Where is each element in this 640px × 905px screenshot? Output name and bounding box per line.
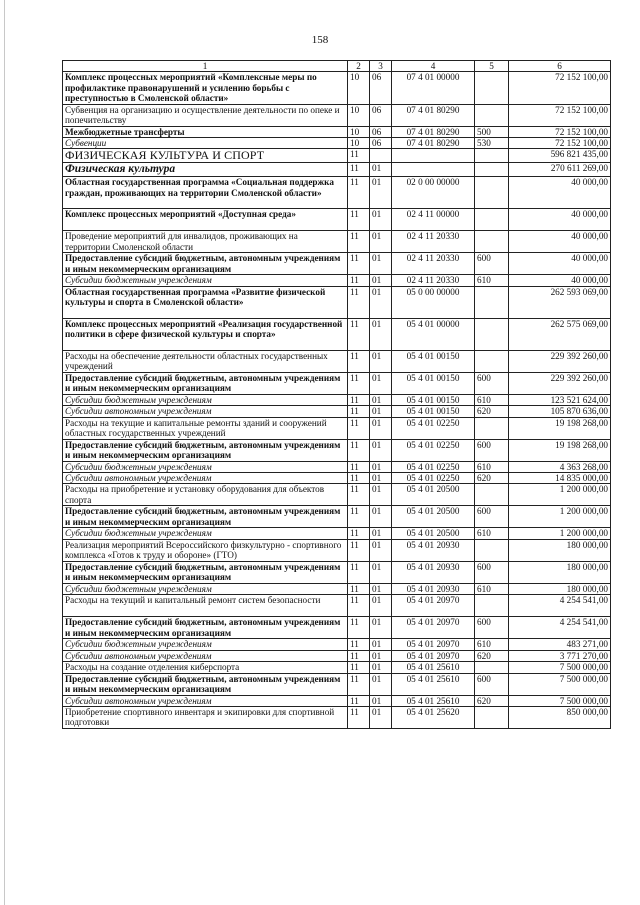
table-row [63, 209, 611, 231]
amount-cell: 40 000,00 [509, 209, 611, 231]
row-name-cell: Расходы на текущие и капитальные ремонты зданий и сооружений областных государственных учреждений [63, 417, 348, 439]
expense-type-cell [475, 350, 509, 372]
subsection-code-cell: 01 [370, 484, 392, 506]
expense-type-cell: 610 [475, 583, 509, 594]
table-row [63, 149, 611, 163]
row-name-cell: Расходы на текущий и капитальный ремонт систем безопасности [63, 595, 348, 617]
expense-type-cell: 610 [475, 461, 509, 472]
amount-cell: 483 271,00 [509, 639, 611, 650]
subsection-code-cell: 01 [370, 539, 392, 561]
row-name-cell: Субсидии бюджетным учреждениям [63, 275, 348, 286]
row-name-cell: Расходы на создание отделения киберспорта [63, 662, 348, 673]
expense-type-cell: 600 [475, 561, 509, 583]
section-code-cell: 11 [348, 177, 370, 209]
section-code-cell: 11 [348, 286, 370, 318]
section-code-cell: 11 [348, 253, 370, 275]
target-article-cell: 05 4 01 25610 [392, 662, 475, 673]
subsection-code-cell: 01 [370, 372, 392, 394]
table-row [63, 662, 611, 673]
expense-type-cell [475, 318, 509, 350]
expense-type-cell: 530 [475, 138, 509, 149]
table-row [63, 561, 611, 583]
expense-type-cell [475, 231, 509, 253]
row-name-cell: Расходы на приобретение и установку оборудования для объектов спорта [63, 484, 348, 506]
table-row [63, 253, 611, 275]
section-code-cell: 11 [348, 461, 370, 472]
table-row [63, 539, 611, 561]
table-row [63, 417, 611, 439]
row-name-cell: Субсидии бюджетным учреждениям [63, 461, 348, 472]
row-name-cell: Субсидии бюджетным учреждениям [63, 394, 348, 405]
row-name-cell: Предоставление субсидий бюджетным, автономным учреждениям и иным некоммерческим организациям [63, 372, 348, 394]
section-code-cell: 11 [348, 662, 370, 673]
page-number: 158 [311, 34, 329, 46]
section-code-cell: 11 [348, 528, 370, 539]
amount-cell: 40 000,00 [509, 275, 611, 286]
target-article-cell: 05 4 01 02250 [392, 417, 475, 439]
amount-cell: 180 000,00 [509, 583, 611, 594]
target-article-cell: 05 4 01 20970 [392, 595, 475, 617]
amount-cell: 850 000,00 [509, 706, 611, 728]
expense-type-cell: 600 [475, 253, 509, 275]
table-row [63, 439, 611, 461]
row-name-cell: Расходы на обеспечение деятельности областных государственных учреждений [63, 350, 348, 372]
section-code-cell: 11 [348, 275, 370, 286]
expense-type-cell: 610 [475, 528, 509, 539]
amount-cell: 180 000,00 [509, 561, 611, 583]
subsection-code-cell: 01 [370, 639, 392, 650]
expense-type-cell [475, 72, 509, 104]
target-article-cell: 05 4 01 00150 [392, 394, 475, 405]
table-row [63, 650, 611, 661]
expense-type-cell [475, 104, 509, 126]
amount-cell: 4 363 268,00 [509, 461, 611, 472]
subsection-code-cell: 01 [370, 473, 392, 484]
target-article-cell: 05 4 01 20970 [392, 617, 475, 639]
row-name-cell: Субсидии автономным учреждениям [63, 650, 348, 661]
subsection-code-cell: 01 [370, 253, 392, 275]
amount-cell: 4 254 541,00 [509, 617, 611, 639]
table-row [63, 177, 611, 209]
section-code-cell: 11 [348, 473, 370, 484]
table-row [63, 372, 611, 394]
section-code-cell: 10 [348, 72, 370, 104]
target-article-cell: 07 4 01 80290 [392, 104, 475, 126]
subsection-code-cell: 01 [370, 706, 392, 728]
expense-type-cell [475, 209, 509, 231]
target-article-cell: 05 4 01 20930 [392, 583, 475, 594]
row-name-cell: Предоставление субсидий бюджетным, автономным учреждениям и иным некоммерческим организациям [63, 561, 348, 583]
subsection-code-cell: 01 [370, 650, 392, 661]
amount-cell: 229 392 260,00 [509, 372, 611, 394]
table-row [63, 275, 611, 286]
expense-type-cell [475, 706, 509, 728]
target-article-cell: 05 4 01 20500 [392, 484, 475, 506]
table-row [63, 138, 611, 149]
expense-type-cell [475, 177, 509, 209]
amount-cell: 3 771 270,00 [509, 650, 611, 661]
amount-cell: 19 198 268,00 [509, 417, 611, 439]
amount-cell: 7 500 000,00 [509, 662, 611, 673]
table-row [63, 394, 611, 405]
target-article-cell: 02 4 11 00000 [392, 209, 475, 231]
table-row [63, 286, 611, 318]
table-row [63, 639, 611, 650]
row-name-cell: Субсидии бюджетным учреждениям [63, 583, 348, 594]
subsection-code-cell: 01 [370, 318, 392, 350]
target-article-cell: 07 4 01 00000 [392, 72, 475, 104]
header-cell: 6 [509, 61, 611, 72]
target-article-cell: 05 4 01 20500 [392, 528, 475, 539]
subsection-code-cell: 01 [370, 231, 392, 253]
subsection-code-cell [370, 149, 392, 163]
subsection-code-cell: 01 [370, 528, 392, 539]
table-row [63, 72, 611, 104]
row-name-cell: Субсидии бюджетным учреждениям [63, 639, 348, 650]
subsection-code-cell: 06 [370, 104, 392, 126]
subsection-code-cell: 01 [370, 394, 392, 405]
row-name-cell: Субсидии автономным учреждениям [63, 473, 348, 484]
header-cell: 4 [392, 61, 475, 72]
amount-cell: 262 593 069,00 [509, 286, 611, 318]
row-name-cell: Областная государственная программа «Социальная поддержка граждан, проживающих на территории Смоленской области» [63, 177, 348, 209]
subsection-code-cell: 01 [370, 461, 392, 472]
amount-cell: 180 000,00 [509, 539, 611, 561]
section-code-cell: 11 [348, 695, 370, 706]
target-article-cell: 05 4 01 02250 [392, 473, 475, 484]
target-article-cell: 05 4 01 02250 [392, 439, 475, 461]
table-row [63, 595, 611, 617]
expense-type-cell: 600 [475, 439, 509, 461]
target-article-cell: 05 4 01 20500 [392, 506, 475, 528]
target-article-cell [392, 163, 475, 177]
subsection-code-cell: 01 [370, 695, 392, 706]
subsection-code-cell: 01 [370, 561, 392, 583]
section-code-cell: 11 [348, 163, 370, 177]
amount-cell: 40 000,00 [509, 177, 611, 209]
target-article-cell: 05 4 01 25620 [392, 706, 475, 728]
target-article-cell: 05 4 01 20970 [392, 650, 475, 661]
target-article-cell: 02 4 11 20330 [392, 253, 475, 275]
amount-cell: 72 152 100,00 [509, 126, 611, 137]
row-name-cell: Субвенции [63, 138, 348, 149]
row-name-cell: Комплекс процессных мероприятий «Комплексные меры по профилактике правонарушений и усилению борьбы с преступностью в Смоленской области» [63, 72, 348, 104]
amount-cell: 72 152 100,00 [509, 72, 611, 104]
section-code-cell: 11 [348, 673, 370, 695]
row-name-cell: Субвенция на организацию и осуществление деятельности по опеке и попечительству [63, 104, 348, 126]
section-code-cell: 11 [348, 350, 370, 372]
header-cell: 3 [370, 61, 392, 72]
target-article-cell: 05 4 01 00150 [392, 372, 475, 394]
table-row [63, 673, 611, 695]
amount-cell: 1 200 000,00 [509, 528, 611, 539]
subsection-code-cell: 01 [370, 417, 392, 439]
row-name-cell: Реализация мероприятий Всероссийского физкультурно - спортивного комплекса «Готов к труду и обороне» (ГТО) [63, 539, 348, 561]
row-name-cell: Предоставление субсидий бюджетным, автономным учреждениям и иным некоммерческим организациям [63, 673, 348, 695]
target-article-cell: 02 0 00 00000 [392, 177, 475, 209]
row-name-cell: Проведение мероприятий для инвалидов, проживающих на территории Смоленской области [63, 231, 348, 253]
expense-type-cell [475, 163, 509, 177]
expense-type-cell: 610 [475, 639, 509, 650]
row-name-cell: Комплекс процессных мероприятий «Реализация государственной политики в сфере физической культуры и спорта» [63, 318, 348, 350]
subsection-code-cell: 01 [370, 617, 392, 639]
row-name-cell: Предоставление субсидий бюджетным, автономным учреждениям и иным некоммерческим организациям [63, 439, 348, 461]
expense-type-cell [475, 595, 509, 617]
subsection-code-cell: 06 [370, 126, 392, 137]
expense-type-cell [475, 539, 509, 561]
subsection-code-cell: 01 [370, 286, 392, 318]
table-row [63, 231, 611, 253]
section-code-cell: 11 [348, 372, 370, 394]
expense-type-cell [475, 417, 509, 439]
row-name-cell: Комплекс процессных мероприятий «Доступная среда» [63, 209, 348, 231]
expense-type-cell: 600 [475, 673, 509, 695]
section-code-cell: 11 [348, 439, 370, 461]
target-article-cell: 05 4 01 00000 [392, 318, 475, 350]
table-row [63, 506, 611, 528]
row-name-cell: Межбюджетные трансферты [63, 126, 348, 137]
subsection-code-cell: 01 [370, 275, 392, 286]
subsection-code-cell: 01 [370, 662, 392, 673]
section-code-cell: 11 [348, 506, 370, 528]
table-row [63, 126, 611, 137]
subsection-code-cell: 01 [370, 583, 392, 594]
row-name-cell: Субсидии бюджетным учреждениям [63, 528, 348, 539]
table-row [63, 583, 611, 594]
target-article-cell [392, 149, 475, 163]
amount-cell: 4 254 541,00 [509, 595, 611, 617]
amount-cell: 270 611 269,00 [509, 163, 611, 177]
amount-cell: 1 200 000,00 [509, 506, 611, 528]
subsection-code-cell: 01 [370, 177, 392, 209]
amount-cell: 229 392 260,00 [509, 350, 611, 372]
row-name-cell: Предоставление субсидий бюджетным, автономным учреждениям и иным некоммерческим организациям [63, 617, 348, 639]
section-code-cell: 11 [348, 706, 370, 728]
section-code-cell: 11 [348, 595, 370, 617]
row-name-cell: Приобретение спортивного инвентаря и экипировки для спортивной подготовки [63, 706, 348, 728]
section-code-cell: 10 [348, 104, 370, 126]
section-code-cell: 11 [348, 583, 370, 594]
target-article-cell: 05 0 00 00000 [392, 286, 475, 318]
subsection-code-cell: 01 [370, 209, 392, 231]
row-name-cell: Субсидии автономным учреждениям [63, 695, 348, 706]
section-code-cell: 11 [348, 209, 370, 231]
header-cell: 2 [348, 61, 370, 72]
amount-cell: 72 152 100,00 [509, 104, 611, 126]
expense-type-cell: 610 [475, 275, 509, 286]
target-article-cell: 05 4 01 20930 [392, 539, 475, 561]
table-row [63, 484, 611, 506]
subsection-code-cell: 01 [370, 406, 392, 417]
table-row [63, 473, 611, 484]
table-row [63, 617, 611, 639]
target-article-cell: 05 4 01 02250 [392, 461, 475, 472]
section-code-cell: 11 [348, 539, 370, 561]
expense-type-cell [475, 149, 509, 163]
section-code-cell: 11 [348, 639, 370, 650]
target-article-cell: 02 4 11 20330 [392, 231, 475, 253]
row-name-cell: Предоставление субсидий бюджетным, автономным учреждениям и иным некоммерческим организациям [63, 253, 348, 275]
row-name-cell: Предоставление субсидий бюджетным, автономным учреждениям и иным некоммерческим организациям [63, 506, 348, 528]
subsection-code-cell: 01 [370, 350, 392, 372]
section-code-cell: 10 [348, 126, 370, 137]
table-row [63, 695, 611, 706]
subsection-code-cell: 01 [370, 506, 392, 528]
row-name-cell: ФИЗИЧЕСКАЯ КУЛЬТУРА И СПОРТ [63, 149, 348, 163]
expense-type-cell: 620 [475, 473, 509, 484]
section-code-cell: 11 [348, 318, 370, 350]
target-article-cell: 05 4 01 25610 [392, 673, 475, 695]
section-code-cell: 11 [348, 561, 370, 583]
table-header-row [63, 61, 611, 72]
amount-cell: 123 521 624,00 [509, 394, 611, 405]
section-code-cell: 11 [348, 417, 370, 439]
amount-cell: 7 500 000,00 [509, 673, 611, 695]
table-row [63, 706, 611, 728]
amount-cell: 1 200 000,00 [509, 484, 611, 506]
table-row [63, 350, 611, 372]
amount-cell: 105 870 636,00 [509, 406, 611, 417]
table-row [63, 163, 611, 177]
amount-cell: 40 000,00 [509, 253, 611, 275]
section-code-cell: 11 [348, 484, 370, 506]
budget-table [62, 60, 611, 729]
amount-cell: 40 000,00 [509, 231, 611, 253]
section-code-cell: 11 [348, 231, 370, 253]
target-article-cell: 05 4 01 20970 [392, 639, 475, 650]
target-article-cell: 02 4 11 20330 [392, 275, 475, 286]
expense-type-cell [475, 484, 509, 506]
amount-cell: 262 575 069,00 [509, 318, 611, 350]
expense-type-cell: 620 [475, 406, 509, 417]
amount-cell: 72 152 100,00 [509, 138, 611, 149]
subsection-code-cell: 01 [370, 439, 392, 461]
expense-type-cell: 600 [475, 372, 509, 394]
target-article-cell: 05 4 01 00150 [392, 350, 475, 372]
section-code-cell: 11 [348, 394, 370, 405]
subsection-code-cell: 06 [370, 72, 392, 104]
expense-type-cell: 620 [475, 695, 509, 706]
section-code-cell: 11 [348, 650, 370, 661]
header-cell: 1 [63, 61, 348, 72]
row-name-cell: Физическая культура [63, 163, 348, 177]
amount-cell: 14 835 000,00 [509, 473, 611, 484]
expense-type-cell [475, 286, 509, 318]
amount-cell: 19 198 268,00 [509, 439, 611, 461]
header-cell: 5 [475, 61, 509, 72]
section-code-cell: 11 [348, 149, 370, 163]
target-article-cell: 05 4 01 20930 [392, 561, 475, 583]
section-code-cell: 11 [348, 406, 370, 417]
scan-edge-line [4, 0, 5, 905]
target-article-cell: 05 4 01 25610 [392, 695, 475, 706]
table-row [63, 104, 611, 126]
section-code-cell: 11 [348, 617, 370, 639]
amount-cell: 7 500 000,00 [509, 695, 611, 706]
expense-type-cell: 500 [475, 126, 509, 137]
table-row [63, 318, 611, 350]
subsection-code-cell: 01 [370, 673, 392, 695]
expense-type-cell: 600 [475, 617, 509, 639]
table-row [63, 406, 611, 417]
expense-type-cell: 620 [475, 650, 509, 661]
target-article-cell: 07 4 01 80290 [392, 138, 475, 149]
target-article-cell: 05 4 01 00150 [392, 406, 475, 417]
expense-type-cell: 600 [475, 506, 509, 528]
table-row [63, 461, 611, 472]
expense-type-cell: 610 [475, 394, 509, 405]
row-name-cell: Областная государственная программа «Развитие физической культуры и спорта в Смоленской области» [63, 286, 348, 318]
amount-cell: 596 821 435,00 [509, 149, 611, 163]
table-row [63, 528, 611, 539]
subsection-code-cell: 01 [370, 595, 392, 617]
row-name-cell: Субсидии автономным учреждениям [63, 406, 348, 417]
target-article-cell: 07 4 01 80290 [392, 126, 475, 137]
subsection-code-cell: 06 [370, 138, 392, 149]
section-code-cell: 10 [348, 138, 370, 149]
expense-type-cell [475, 662, 509, 673]
subsection-code-cell: 01 [370, 163, 392, 177]
